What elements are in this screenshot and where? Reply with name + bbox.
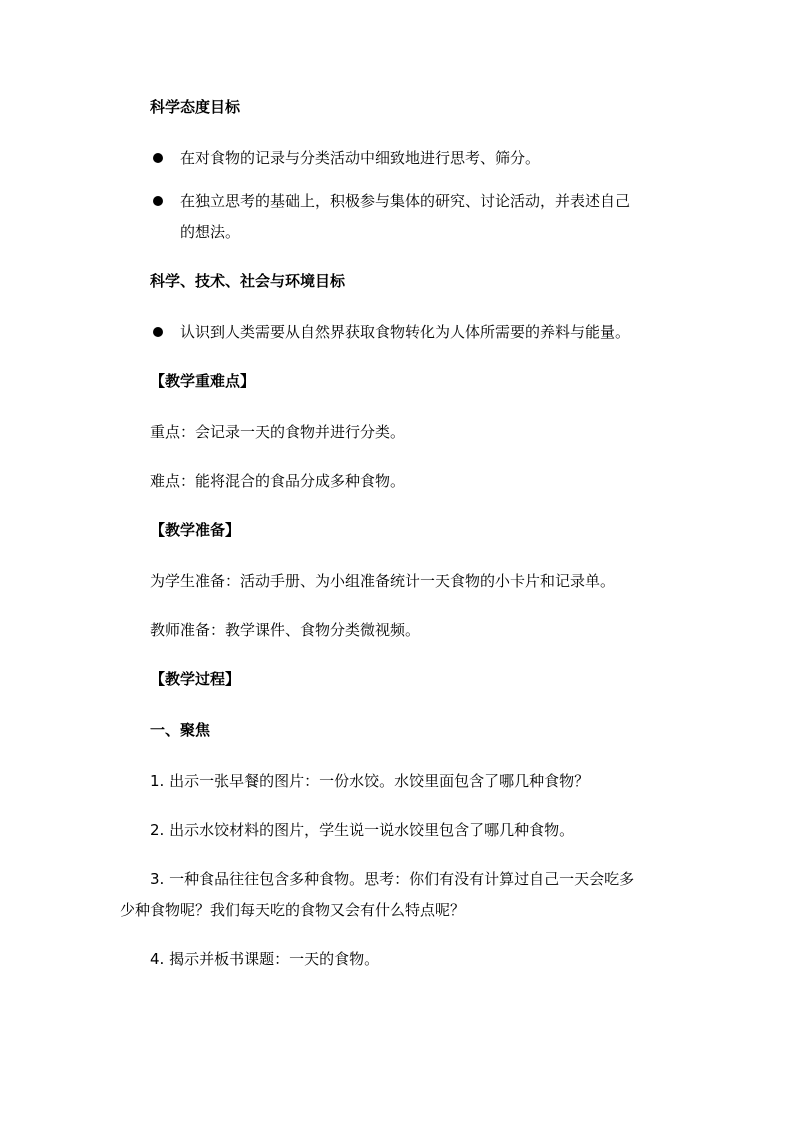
attitude-heading: 科学态度目标 <box>150 98 241 116</box>
bullet-icon <box>153 327 163 337</box>
process-step-3-line-1: 3. 一种食品往往包含多种食物。思考：你们有没有计算过自己一天会吃多 <box>150 870 635 888</box>
key-points-heading: 【教学重难点】 <box>150 372 256 390</box>
preparation-teacher: 教师准备：教学课件、食物分类微视频。 <box>150 621 421 639</box>
process-step-4: 4. 揭示并板书课题：一天的食物。 <box>150 950 380 968</box>
process-section-title: 一、聚焦 <box>150 721 211 739</box>
process-step-2: 2. 出示水饺材料的图片，学生说一说水饺里包含了哪几种食物。 <box>150 821 575 839</box>
attitude-item-2-line-1: 在独立思考的基础上，积极参与集体的研究、讨论活动，并表述自己 <box>180 192 631 210</box>
process-heading: 【教学过程】 <box>150 670 241 688</box>
attitude-item-2-line-2: 的想法。 <box>180 223 241 241</box>
preparation-heading: 【教学准备】 <box>150 521 241 539</box>
stse-heading: 科学、技术、社会与环境目标 <box>150 272 346 290</box>
key-points-focus: 重点：会记录一天的食物并进行分类。 <box>150 423 406 441</box>
bullet-icon <box>153 196 163 206</box>
process-step-1: 1. 出示一张早餐的图片：一份水饺。水饺里面包含了哪几种食物？ <box>150 772 590 790</box>
stse-item-1: 认识到人类需要从自然界获取食物转化为人体所需要的养料与能量。 <box>180 323 631 341</box>
key-points-difficulty: 难点：能将混合的食品分成多种食物。 <box>150 472 406 490</box>
preparation-students: 为学生准备：活动手册、为小组准备统计一天食物的小卡片和记录单。 <box>150 572 616 590</box>
bullet-icon <box>153 153 163 163</box>
attitude-item-1: 在对食物的记录与分类活动中细致地进行思考、筛分。 <box>180 149 541 167</box>
process-step-3-line-2: 少种食物呢？我们每天吃的食物又会有什么特点呢？ <box>120 901 466 919</box>
